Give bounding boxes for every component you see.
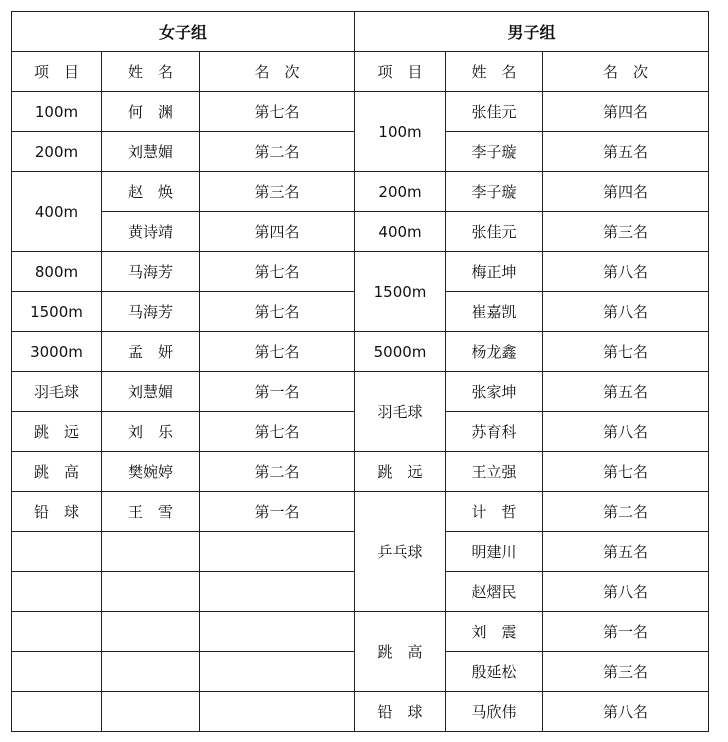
men-name: 殷延松 xyxy=(446,652,543,692)
women-name: 刘慧媚 xyxy=(102,372,200,412)
women-name: 樊婉婷 xyxy=(102,452,200,492)
men-rank: 第八名 xyxy=(543,252,709,292)
men-name: 张佳元 xyxy=(446,92,543,132)
men-event-header: 项 目 xyxy=(355,52,446,92)
women-rank: 第一名 xyxy=(200,372,355,412)
men-rank: 第三名 xyxy=(543,652,709,692)
men-rank: 第四名 xyxy=(543,172,709,212)
women-rank: 第七名 xyxy=(200,92,355,132)
women-event: 3000m xyxy=(12,332,102,372)
men-name: 苏育科 xyxy=(446,412,543,452)
women-name: 刘慧媚 xyxy=(102,132,200,172)
men-rank: 第八名 xyxy=(543,572,709,612)
women-event-empty xyxy=(12,532,102,572)
women-name: 何 渊 xyxy=(102,92,200,132)
women-event: 1500m xyxy=(12,292,102,332)
women-rank: 第七名 xyxy=(200,292,355,332)
men-event: 跳 高 xyxy=(355,612,446,692)
women-event-empty xyxy=(12,652,102,692)
women-event: 800m xyxy=(12,252,102,292)
women-rank-empty xyxy=(200,652,355,692)
table-row xyxy=(12,92,709,132)
men-rank: 第七名 xyxy=(543,332,709,372)
column-header-row xyxy=(12,52,709,92)
women-rank: 第四名 xyxy=(200,212,355,252)
men-event: 100m xyxy=(355,92,446,172)
women-event-empty xyxy=(12,692,102,732)
men-rank: 第一名 xyxy=(543,612,709,652)
women-name-empty xyxy=(102,532,200,572)
men-event: 1500m xyxy=(355,252,446,332)
men-event: 5000m xyxy=(355,332,446,372)
women-event-empty xyxy=(12,612,102,652)
women-event: 跳 远 xyxy=(12,412,102,452)
women-name-empty xyxy=(102,652,200,692)
women-name: 黄诗靖 xyxy=(102,212,200,252)
women-name: 刘 乐 xyxy=(102,412,200,452)
table-row xyxy=(12,372,709,412)
men-event: 400m xyxy=(355,212,446,252)
men-name: 明建川 xyxy=(446,532,543,572)
men-rank: 第五名 xyxy=(543,372,709,412)
men-rank: 第二名 xyxy=(543,492,709,532)
men-event: 铅 球 xyxy=(355,692,446,732)
men-rank: 第三名 xyxy=(543,212,709,252)
men-name: 张家坤 xyxy=(446,372,543,412)
women-name-empty xyxy=(102,572,200,612)
women-name: 赵 焕 xyxy=(102,172,200,212)
women-rank: 第七名 xyxy=(200,412,355,452)
men-event: 乒乓球 xyxy=(355,492,446,612)
women-event-empty xyxy=(12,572,102,612)
men-rank: 第八名 xyxy=(543,692,709,732)
men-name: 李子璇 xyxy=(446,132,543,172)
table-row xyxy=(12,252,709,292)
men-event: 跳 远 xyxy=(355,452,446,492)
women-rank-empty xyxy=(200,692,355,732)
women-name: 王 雪 xyxy=(102,492,200,532)
men-name-header: 姓 名 xyxy=(446,52,543,92)
women-name: 马海芳 xyxy=(102,252,200,292)
women-name-empty xyxy=(102,692,200,732)
men-event: 200m xyxy=(355,172,446,212)
men-name: 赵熠民 xyxy=(446,572,543,612)
table-row xyxy=(12,452,709,492)
men-group-header: 男子组 xyxy=(355,12,709,52)
men-name: 王立强 xyxy=(446,452,543,492)
women-event: 200m xyxy=(12,132,102,172)
men-name: 张佳元 xyxy=(446,212,543,252)
women-event: 100m xyxy=(12,92,102,132)
men-rank: 第四名 xyxy=(543,92,709,132)
women-event-header: 项 目 xyxy=(12,52,102,92)
table-row xyxy=(12,692,709,732)
women-event: 400m xyxy=(12,172,102,252)
women-rank-empty xyxy=(200,612,355,652)
men-rank: 第八名 xyxy=(543,292,709,332)
men-name: 杨龙鑫 xyxy=(446,332,543,372)
women-rank: 第七名 xyxy=(200,332,355,372)
men-rank: 第七名 xyxy=(543,452,709,492)
women-event: 跳 高 xyxy=(12,452,102,492)
women-group-header: 女子组 xyxy=(12,12,355,52)
men-rank: 第八名 xyxy=(543,412,709,452)
men-rank: 第五名 xyxy=(543,532,709,572)
table-row xyxy=(12,612,709,652)
women-name: 孟 妍 xyxy=(102,332,200,372)
women-rank: 第三名 xyxy=(200,172,355,212)
women-rank-header: 名 次 xyxy=(200,52,355,92)
women-name: 马海芳 xyxy=(102,292,200,332)
group-header-row xyxy=(12,12,709,52)
men-name: 崔嘉凯 xyxy=(446,292,543,332)
men-name: 李子璇 xyxy=(446,172,543,212)
men-rank-header: 名 次 xyxy=(543,52,709,92)
results-table xyxy=(11,11,709,732)
men-rank: 第五名 xyxy=(543,132,709,172)
men-event: 羽毛球 xyxy=(355,372,446,452)
men-name: 马欣伟 xyxy=(446,692,543,732)
table-row xyxy=(12,212,709,252)
men-name: 刘 震 xyxy=(446,612,543,652)
women-rank-empty xyxy=(200,532,355,572)
women-rank-empty xyxy=(200,572,355,612)
women-rank: 第一名 xyxy=(200,492,355,532)
women-name-header: 姓 名 xyxy=(102,52,200,92)
women-rank: 第二名 xyxy=(200,452,355,492)
women-name-empty xyxy=(102,612,200,652)
table-row xyxy=(12,172,709,212)
men-name: 计 哲 xyxy=(446,492,543,532)
women-event: 羽毛球 xyxy=(12,372,102,412)
women-event: 铅 球 xyxy=(12,492,102,532)
women-rank: 第二名 xyxy=(200,132,355,172)
table-row xyxy=(12,332,709,372)
women-rank: 第七名 xyxy=(200,252,355,292)
table-row xyxy=(12,492,709,532)
men-name: 梅正坤 xyxy=(446,252,543,292)
